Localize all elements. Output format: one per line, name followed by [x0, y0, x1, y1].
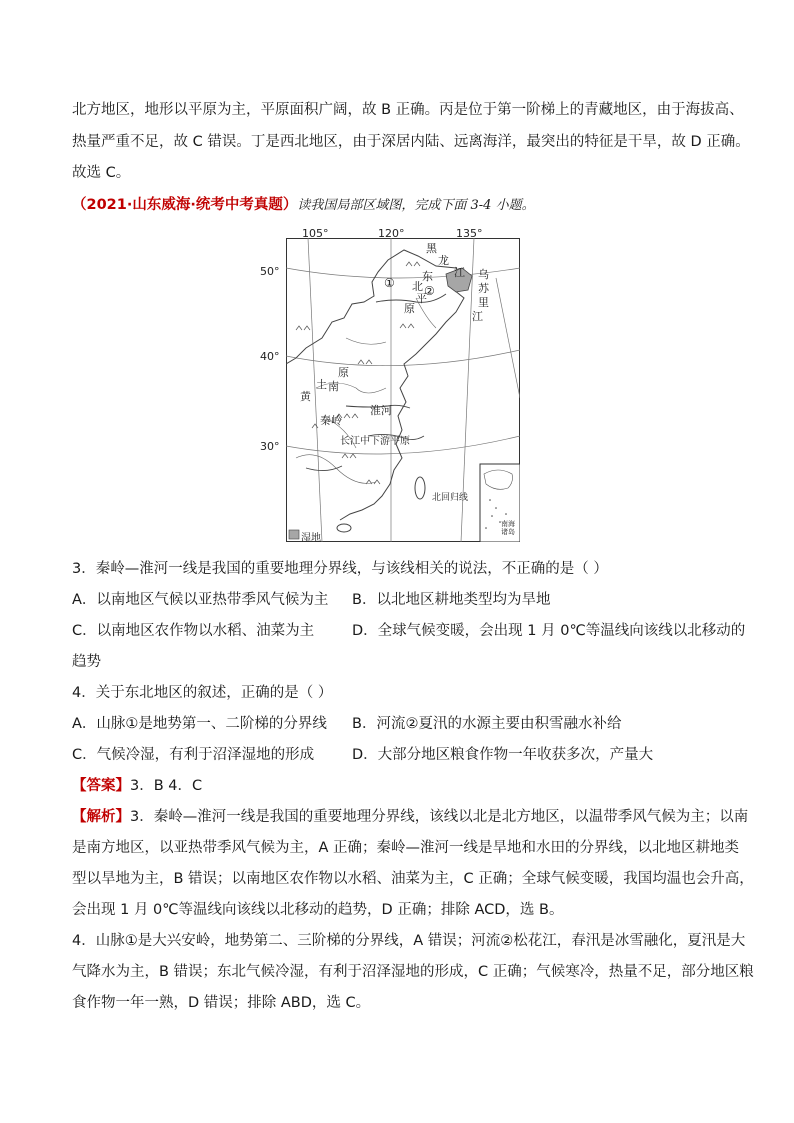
q3-stem: 3．秦岭—淮河一线是我国的重要地理分界线，与该线相关的说法，不正确的是（ ）	[72, 561, 608, 577]
intro-line-2: 热量严重不足，故 C 错误。丁是西北地区，由于深居内陆、远离海洋，最突出的特征是干旱，故 D 正确。	[72, 134, 750, 150]
q3-option-c: C．以南地区农作物以水稻、油菜为主	[72, 623, 315, 639]
china-regional-map	[286, 238, 520, 542]
lon-label-105: 105°	[302, 227, 329, 240]
label-li: 里	[478, 296, 489, 309]
label-changjiang-plain: 长江中下游平原	[340, 436, 410, 447]
lon-label-135: 135°	[456, 227, 483, 240]
lat-label-40: 40°	[260, 350, 280, 363]
label-bei: 北	[412, 280, 423, 293]
analysis-line-1	[72, 807, 749, 827]
q4-option-b: B．河流②夏汛的水源主要由积雪融水补给	[352, 716, 622, 732]
label-qinling: 秦岭	[320, 414, 342, 427]
label-jiang: 江	[454, 266, 465, 279]
label-tu: 土	[316, 378, 327, 391]
analysis-line-5: 4．山脉①是大兴安岭，地势第二、三阶梯的分界线，A 错误；河流②松花江，春汛是冰雪融化，夏汛是大	[72, 933, 746, 949]
label-hei: 黑	[426, 242, 437, 255]
label-nan: 南	[328, 380, 339, 393]
label-jiang2: 江	[472, 310, 483, 323]
q4-option-d: D．大部分地区粮食作物一年收获多次，产量大	[352, 747, 654, 763]
answer-text: 3．B 4．C	[130, 778, 203, 794]
label-huaihe: 淮河	[370, 404, 392, 417]
q3-option-a: A．以南地区气候以亚热带季风气候为主	[72, 592, 329, 608]
analysis-label: 【解析】	[72, 809, 130, 825]
intro-line-1: 北方地区，地形以平原为主，平原面积广阔，故 B 正确。丙是位于第一阶梯上的青藏地区，由于海拔高、	[72, 102, 744, 118]
analysis-line-3: 型以旱地为主，B 错误；以南地区农作物以水稻、油菜为主，C 正确；全球气候变暖，我国均温也会升高，	[72, 871, 754, 887]
answer-line	[72, 776, 732, 796]
q3-option-d-continued: 趋势	[72, 654, 101, 670]
label-tropic: 北回归线	[432, 493, 469, 503]
label-wu: 乌	[478, 268, 489, 281]
label-circle-2: ②	[424, 284, 435, 298]
q4-stem: 4．关于东北地区的叙述，正确的是（ ）	[72, 685, 333, 701]
lat-label-50: 50°	[260, 265, 280, 278]
label-dong: 东	[422, 270, 433, 283]
analysis-line-6: 气降水为主，B 错误；东北气候冷湿，有利于沼泽湿地的形成，C 正确；气候寒冷，热量不足，部分地区粮	[72, 964, 754, 980]
q3-option-b: B．以北地区耕地类型均为旱地	[352, 592, 551, 608]
question-source-line	[72, 195, 732, 216]
label-long: 龙	[438, 254, 449, 267]
label-ping: 平	[416, 292, 427, 305]
lon-label-120: 120°	[378, 227, 405, 240]
analysis-text-1: 3．秦岭—淮河一线是我国的重要地理分界线，该线以北是北方地区，以温带季风气候为主；以南	[130, 809, 749, 825]
analysis-line-2: 是南方地区，以亚热带季风气候为主，A 正确；秦岭—淮河一线是旱地和水田的分界线，以北地区耕地类	[72, 840, 740, 856]
source-tag: （2021·山东威海·统考中考真题）	[72, 197, 298, 213]
label-zhudao: 诸岛	[501, 528, 515, 536]
label-huang: 黄	[300, 390, 311, 403]
label-nanhai: 南海	[501, 520, 515, 528]
south-china-sea-inset	[480, 464, 520, 542]
label-yuan: 原	[404, 302, 415, 315]
label-su: 苏	[478, 282, 489, 295]
analysis-line-4: 会出现 1 月 0℃等温线向该线以北移动的趋势，D 正确；排除 ACD，选 B。	[72, 902, 564, 918]
answer-label: 【答案】	[72, 778, 130, 794]
label-yuan2: 原	[338, 366, 349, 379]
analysis-line-7: 食作物一年一熟，D 错误；排除 ABD，选 C。	[72, 995, 371, 1011]
source-instruction: 读我国局部区域图，完成下面 3-4 小题。	[297, 198, 535, 213]
label-circle-1: ①	[384, 276, 395, 290]
legend-wetland-label: 湿地	[301, 533, 321, 544]
legend-wetland-swatch	[289, 530, 299, 539]
q3-option-d: D．全球气候变暖，会出现 1 月 0℃等温线向该线以北移动的	[352, 623, 746, 639]
lat-label-30: 30°	[260, 440, 280, 453]
q4-option-c: C．气候冷湿，有利于沼泽湿地的形成	[72, 747, 315, 763]
q4-option-a: A．山脉①是地势第一、二阶梯的分界线	[72, 716, 327, 732]
intro-line-3: 故选 C。	[72, 165, 131, 181]
